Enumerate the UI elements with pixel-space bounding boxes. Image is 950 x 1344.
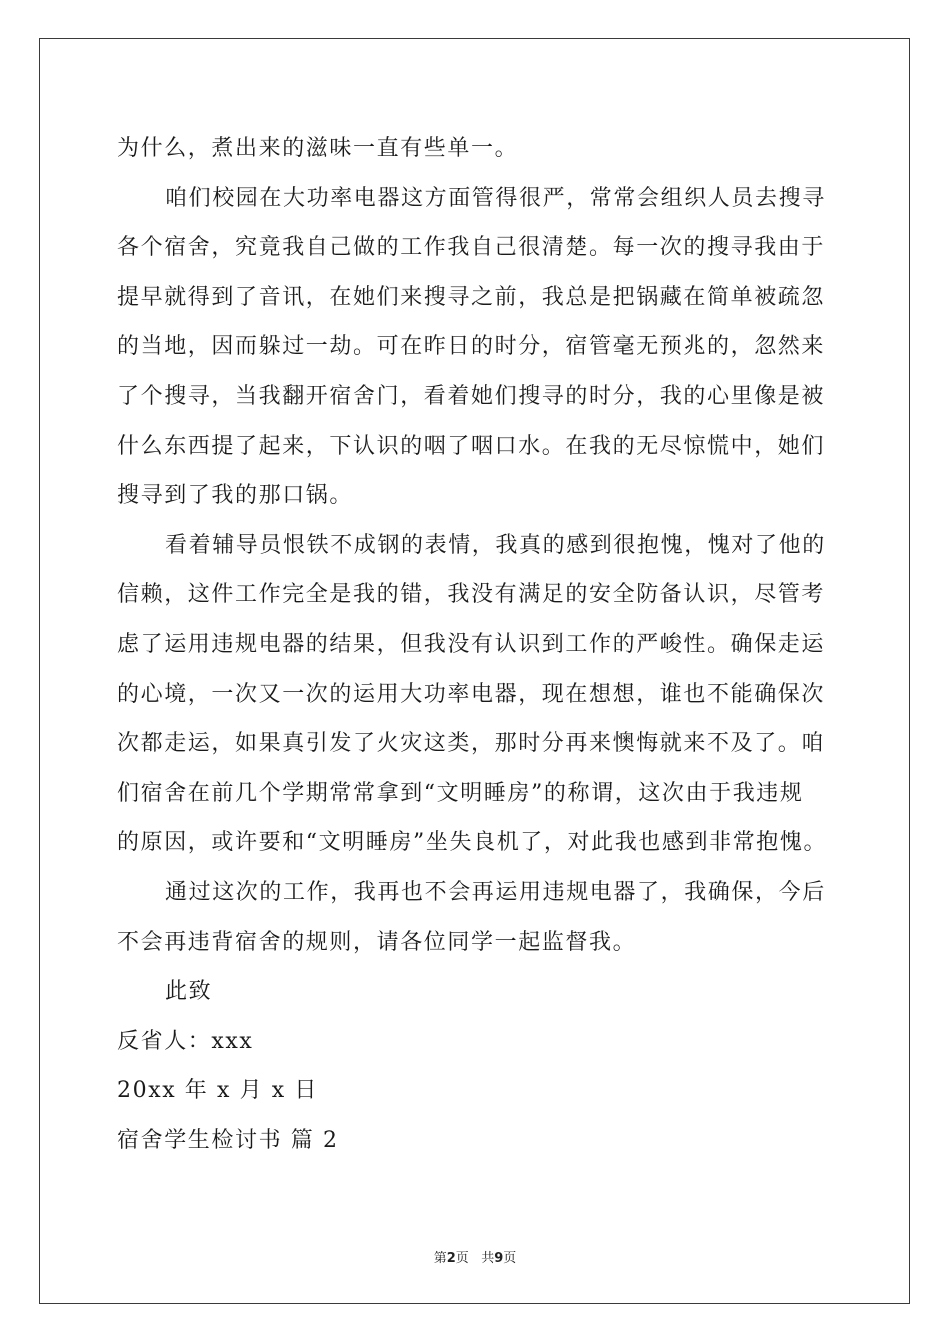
text-line: 了个搜寻，当我翻开宿舍门，看着她们搜寻的时分，我的心里像是被 [117,383,826,409]
text-line: 的心境，一次又一次的运用大功率电器，现在想想，谁也不能确保次 [117,681,826,707]
text-line: 信赖，这件工作完全是我的错，我没有满足的安全防备认识，尽管考 [117,582,826,608]
text-line: 们宿舍在前几个学期常常拿到“文明睡房”的称谓，这次由于我违规 [117,780,804,806]
text-line: 各个宿舍，究竟我自己做的工作我自己很清楚。每一次的搜寻我由于 [117,235,826,261]
text-line: 看着辅导员恨铁不成钢的表情，我真的感到很抱愧，愧对了他的 [165,532,826,558]
total-suffix: 页 [503,1251,517,1266]
page-suffix: 页 [455,1251,469,1266]
closing-salutation: 此致 [165,979,213,1005]
text-line: 提早就得到了音讯，在她们来搜寻之前，我总是把锅藏在简单被疏忽 [117,284,826,310]
text-line: 虑了运用违规电器的结果，但我没有认识到工作的严峻性。确保走运 [117,631,826,657]
text-line: 为什么，煮出来的滋味一直有些单一。 [117,136,519,161]
text-line: 咱们校园在大功率电器这方面管得很严，常常会组织人员去搜寻 [165,185,826,211]
total-pages: 9 [494,1251,504,1266]
signature-line: 反省人：xxx [117,1028,254,1054]
text-line: 什么东西提了起来，下认识的咽了咽口水。在我的无尽惊慌中，她们 [117,433,826,459]
text-line: 的当地，因而躲过一劫。可在昨日的时分，宿管毫无预兆的，忽然来 [117,334,826,360]
page-footer [0,1247,950,1266]
date-line: 20xx 年 x 月 x 日 [117,1078,318,1104]
text-line: 的原因，或许要和“文明睡房”坐失良机了，对此我也感到非常抱愧。 [117,830,828,856]
text-line: 不会再违背宿舍的规则，请各位同学一起监督我。 [117,929,637,955]
text-line: 搜寻到了我的那口锅。 [117,483,354,509]
total-prefix: 共 [481,1251,495,1266]
page-number: 2 [446,1251,456,1266]
document-body [117,124,852,1165]
text-line: 通过这次的工作，我再也不会再运用违规电器了，我确保，今后 [165,879,826,905]
page-prefix: 第 [433,1251,447,1266]
section-heading: 宿舍学生检讨书 篇 2 [117,1127,339,1153]
text-line: 次都走运，如果真引发了火灾这类，那时分再来懊悔就来不及了。咱 [117,731,826,757]
